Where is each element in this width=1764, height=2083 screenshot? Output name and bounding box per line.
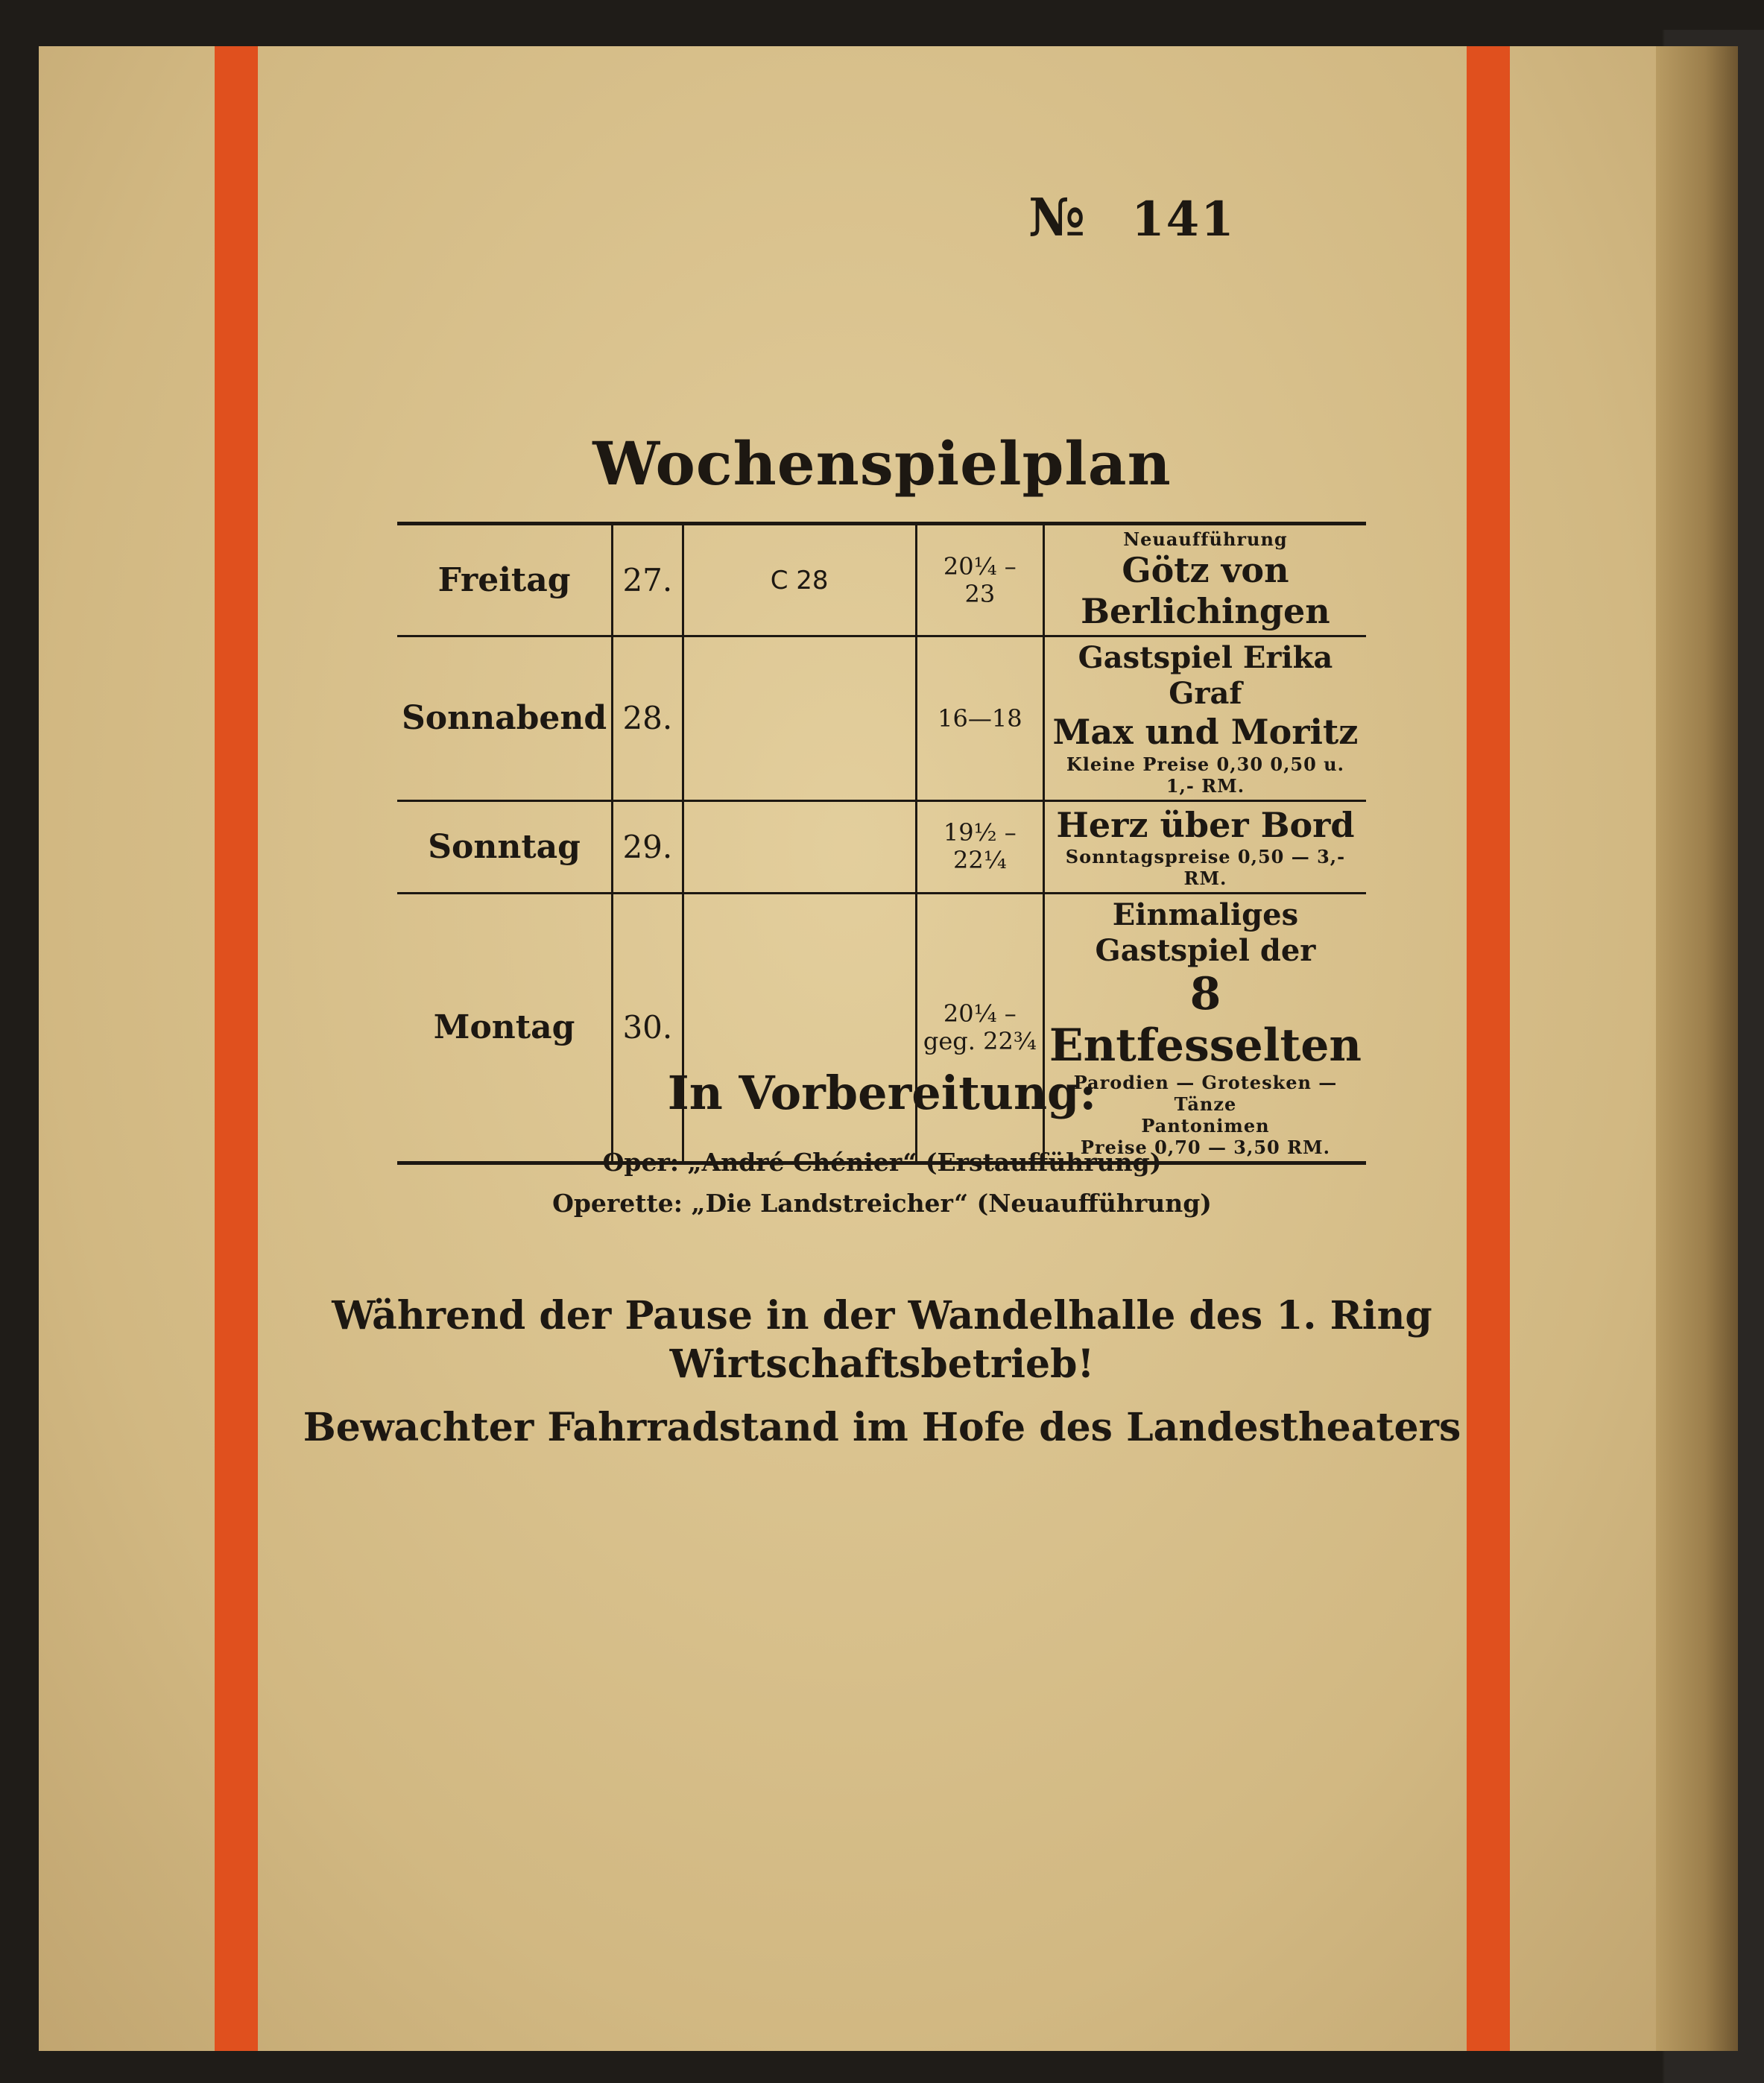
schedule-time-line: 23 [964,579,996,608]
schedule-time-line: 19½ – [943,818,1017,847]
schedule-date: 29. [613,800,683,893]
performance-line: Pantonimen [1141,1114,1270,1137]
schedule-row [397,636,1366,800]
schedule-day: Sonntag [397,800,613,893]
schedule-performance [1043,636,1366,800]
schedule-time-line: 20¼ – [943,999,1017,1028]
schedule-row [397,800,1366,893]
performance-line: Götz von Berlichingen [1081,550,1330,632]
schedule-row [397,893,1366,1163]
schedule-performance [1043,800,1366,893]
performance-line: Preise 0,70 — 3,50 RM. [1080,1136,1330,1158]
schedule-day: Montag [397,893,613,1163]
notice-catering-line1: Während der Pause in der Wandelhalle des 1. Ring [332,1293,1432,1338]
schedule-time [916,800,1043,893]
schedule-code [683,636,916,800]
schedule-time-line: 22¼ [952,846,1007,875]
performance-line: Einmaliges Gastspiel der [1095,897,1316,968]
red-margin-bar-right [1467,46,1510,2051]
notice-catering-line2: Wirtschaftsbetrieb! [669,1341,1095,1387]
schedule-performance [1043,893,1366,1163]
schedule-row [397,524,1366,636]
preparation-item-opera: Oper: „André Chénier“ (Erstaufführung) [602,1148,1162,1177]
performance-line: 8 Entfesselten [1049,967,1362,1072]
schedule-code [683,800,916,893]
red-margin-bar-left [215,46,258,2051]
schedule-time-line: geg. 22¾ [923,1026,1037,1055]
schedule-performance [1043,524,1366,636]
schedule-date: 30. [613,893,683,1163]
schedule-date: 27. [613,524,683,636]
schedule-time [916,636,1043,800]
issue-number-value: 141 [1131,192,1236,247]
performance-line: Sonntagspreise 0,50 — 3,- RM. [1065,845,1346,889]
issue-number [1028,186,1236,248]
performance-line: Kleine Preise 0,30 0,50 u. 1,- RM. [1066,753,1344,797]
performance-line: Max und Moritz [1052,712,1359,753]
performance-line: Herz über Bord [1056,804,1355,845]
schedule-code [683,893,916,1163]
performance-line: Parodien — Grotesken — Tänze [1073,1071,1338,1115]
notice-bicycle-stand: Bewachter Fahrradstand im Hofe des Landestheaters [303,1405,1461,1450]
page-title: Wochenspielplan [592,429,1172,499]
adjacent-page-edge [1656,46,1738,2051]
schedule-day: Sonnabend [397,636,613,800]
schedule-day: Freitag [397,524,613,636]
schedule-code: C 28 [683,524,916,636]
schedule-time-line: 16—18 [938,704,1022,733]
schedule-time [916,893,1043,1163]
performance-line: Neuaufführung [1123,528,1288,550]
schedule-date: 28. [613,636,683,800]
preparation-heading: In Vorbereitung: [667,1066,1097,1120]
schedule-time [916,524,1043,636]
number-sign: № [1028,186,1087,248]
performance-line: Gastspiel Erika Graf [1078,640,1333,712]
schedule-time-line: 20¼ – [943,551,1017,581]
preparation-item-operetta: Operette: „Die Landstreicher“ (Neuaufführung) [552,1189,1212,1218]
